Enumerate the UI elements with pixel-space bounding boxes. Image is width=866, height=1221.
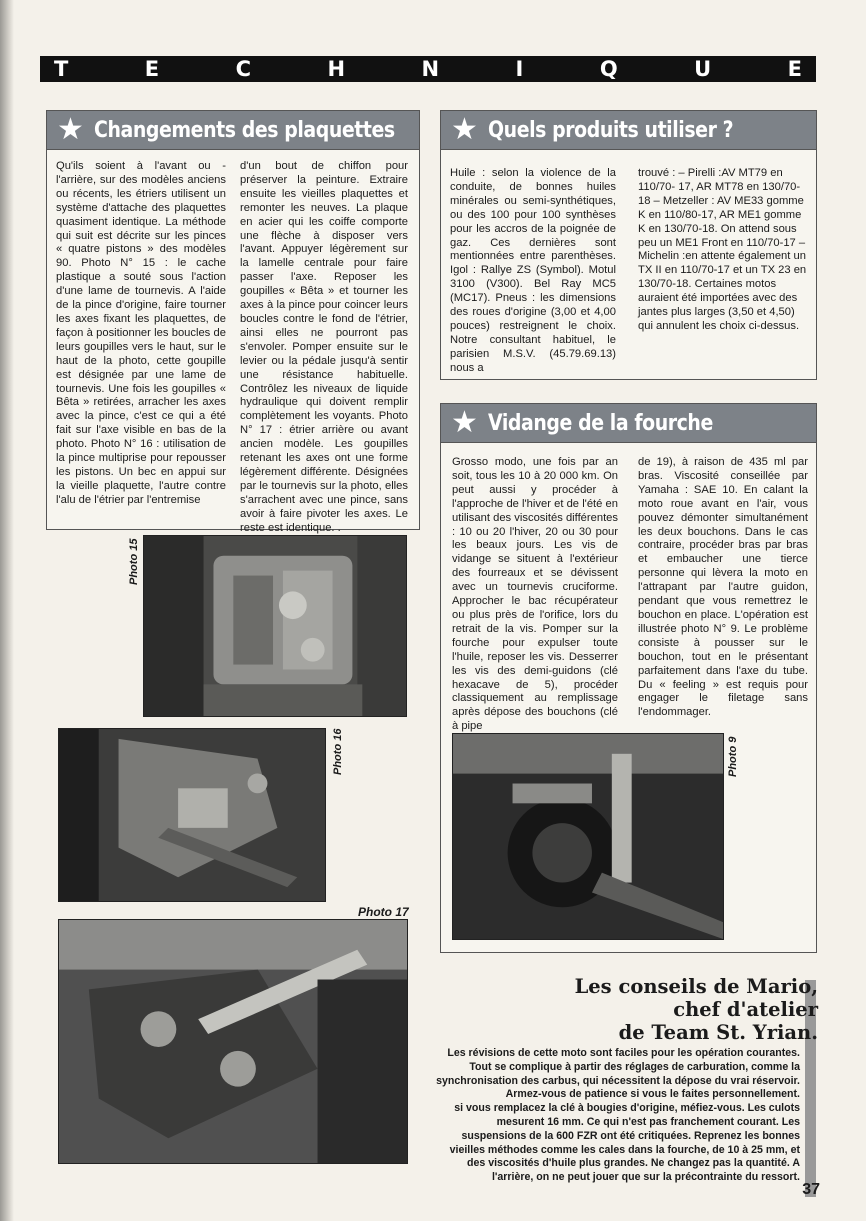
page-number: 37	[802, 1181, 820, 1198]
produits-text-2: trouvé : – Pirelli :AV MT79 en 110/70- 17, AR MT78 en 130/70-18 – Metzeller : AV ME33 gomme K en 110/80-17, AR ME1 gomme K en 130/70-18. On attend sous peu un ME1 Front en 110/70-17 – Michelin :en attente également un TX II en 110/70-17 et un TX 23 en 130/70-18. Certaines motos auraient été importées avec des jantes plus larges (3,50 et 4,50) qui annulent les choix ci-dessus.	[638, 167, 807, 332]
star-icon: ★	[57, 113, 84, 146]
banner-letter: E	[787, 57, 802, 81]
fourche-col2	[638, 456, 808, 720]
plaquettes-title: Changements des plaquettes	[93, 117, 395, 143]
star-icon: ★	[451, 406, 478, 439]
fourche-text-1: Grosso modo, une fois par an soit, tous les 10 à 20 000 km. On peut aussi y procéder à l'approche de l'hiver et de l'été en utilisant des viscosités différentes : 10 ou 20 l'hiver, 20 ou 30 pour les beaux jours. Les vis de vidange se situent à l'extérieur des fourreaux et se dévissent avec un tournevis cruciforme. Approcher le bac récupérateur ou plus près de l'orifice, lors du retrait de la vis. Pomper sur la fourche pour expulser toute l'huile, reposer les vis. Desserrer les vis des demi-guidons (clé hexacave de 5), procéder classiquement au remplissage après dépose des bouchons (clé à pipe	[452, 456, 618, 733]
produits-title: Quels produits utiliser ?	[487, 117, 734, 143]
banner-letter: C	[235, 57, 252, 81]
mario-title-line-2: chef d'atelier	[673, 998, 818, 1021]
produits-text-1: Huile : selon la violence de la conduite, de bonnes huiles minérales ou semi-synthétiques, ou des 100 pour 100 synthèses pour les accros de la poignée de gaz. Ces dernières sont mentionnées entre parenthèses. Igol : Rallye ZS (Symbol). Motul 3100 (V300). Bel Ray MC5 (MC17). Pneus : les dimensions des roues d'origine (3,00 et 4,00 pouces) restreignent le choix. Notre consultant habituel, le parisien M.S.V. (45.79.69.13) nous a	[450, 167, 616, 374]
fourche-header	[440, 403, 817, 443]
banner-letter: H	[327, 57, 346, 81]
photo-15-label: Photo 15	[128, 538, 140, 585]
fourche-col1	[452, 456, 618, 734]
photo-9-label: Photo 9	[727, 736, 739, 777]
produits-col2	[638, 167, 808, 334]
fourche-text-2: de 19), à raison de 435 ml par bras. Viscosité conseillée par Yamaha : SAE 10. En calant la moto roue avant en l'air, vous pouvez démonter simultanément les deux bouchons. Dans le cas contraire, procéder bras par bras et embaucher une tierce personne qui lèvera la moto en l'attrapant par l'autre guidon, pendant que vous remettrez le bouchon en place. L'opération est illustrée photo N° 9. Le problème consiste à pousser sur le bouchon, tout en le présentant parfaitement dans l'axe du tube. Du « feeling » est requis pour engager le filetage sans l'endommager.	[638, 456, 808, 719]
banner-letter: U	[694, 57, 712, 81]
produits-col1	[450, 167, 616, 376]
photo-16-label: Photo 16	[332, 728, 344, 775]
fourche-title: Vidange de la fourche	[487, 410, 713, 436]
mario-title-line-1: Les conseils de Mario,	[574, 975, 818, 998]
plaquettes-col2	[240, 160, 408, 535]
plaquettes-col1	[56, 160, 226, 508]
photo-16	[58, 728, 326, 902]
mario-heading	[575, 975, 818, 1044]
photo-17	[58, 919, 408, 1164]
banner-letter: Q	[599, 57, 618, 81]
photo-9	[452, 733, 724, 940]
mario-advice	[436, 1047, 800, 1185]
plaquettes-header	[46, 110, 420, 150]
photo-17-label: Photo 17	[358, 905, 409, 919]
banner-letter: N	[421, 57, 440, 81]
mario-title-line-3: de Team St. Yrian.	[618, 1021, 818, 1044]
banner-letter: T	[54, 57, 69, 81]
section-banner	[40, 56, 816, 82]
banner-letter: E	[144, 57, 160, 81]
star-icon: ★	[451, 113, 478, 146]
banner-letter: I	[515, 57, 524, 81]
plaquettes-text-2: d'un bout de chiffon pour préserver la peinture. Extraire ensuite les vieilles plaquettes et remonter les neuves. La plaque en acier qui les coiffe comporte une flèche à disposer vers l'avant. Appuyer légèrement sur la lamelle centrale pour faire passer l'axe. Reposer les goupilles « Bêta » et tourner les axes à la pince pour coincer leurs boucles contre le fond de l'étrier, ainsi elles ne pourront pas s'envoler. Pomper ensuite sur le levier ou la pédale jusqu'à sentir une résistance habituelle. Contrôlez les niveaux de liquide hydraulique qui doivent remplir complètement les voyants. Photo N° 17 : étrier arrière ou avant ancien modèle. Les goupilles retenant les axes ont une forme légèrement différente. Désignées par le tournevis sur la photo, elles s'arrachent avec une pince, sans avoir à faire pivoter les axes. Le reste est identique. .	[240, 160, 408, 534]
photo-15	[143, 535, 407, 717]
produits-header	[440, 110, 817, 150]
plaquettes-text-1: Qu'ils soient à l'avant ou - l'arrière, sur des modèles anciens ou récents, les étriers utilisent un système d'attache des plaquettes quasiment identique. La méthode qui suit est décrite sur les pinces « quatre pistons » des modèles 90. Photo N° 15 : le cache plastique a souté sous l'action d'une lame de tournevis. A l'aide de la pince d'origine, faire tourner les axes fixant les plaquettes, de façon à positionner les boucles de leurs goupilles vers le haut, sur le haut de la photo, cette goupille est désignée par une lame de tournevis. Une fois les goupilles « Bêta » retirées, arracher les axes avec la pince, c'est ce qui a été fait sur l'axe visible en bas de la photo. Photo N° 16 : utilisation de la pince multiprise pour repousser les pistons. Un bec en appui sur la vieille plaquette, l'autre contre l'alu de l'étrier par l'entremise	[56, 160, 226, 506]
mario-paragraph-2: si vous remplacez la clé à bougies d'origine, méfiez-vous. Les culots mesurent 16 mm. Ce qui n'est pas franchement courant. Les suspensions de la 600 FZR ont été critiquées. Reprenez les bonnes vieilles méthodes comme les cales dans la fourche, de 10 à 25 mm, et des viscosités d'huile plus grandes. Ne changez pas la quantité. A l'arrière, on ne peut jouer que sur la précontrainte du ressort.	[449, 1102, 800, 1184]
mario-paragraph-1: Les révisions de cette moto sont faciles pour les opération courantes. Tout se complique à partir des réglages de carburation, comme la synchronisation des carbus, qui nécessitent la dépose du vrai réservoir. Armez-vous de patience si vous le faites personnellement.	[436, 1047, 800, 1101]
page-gutter	[0, 0, 14, 1221]
